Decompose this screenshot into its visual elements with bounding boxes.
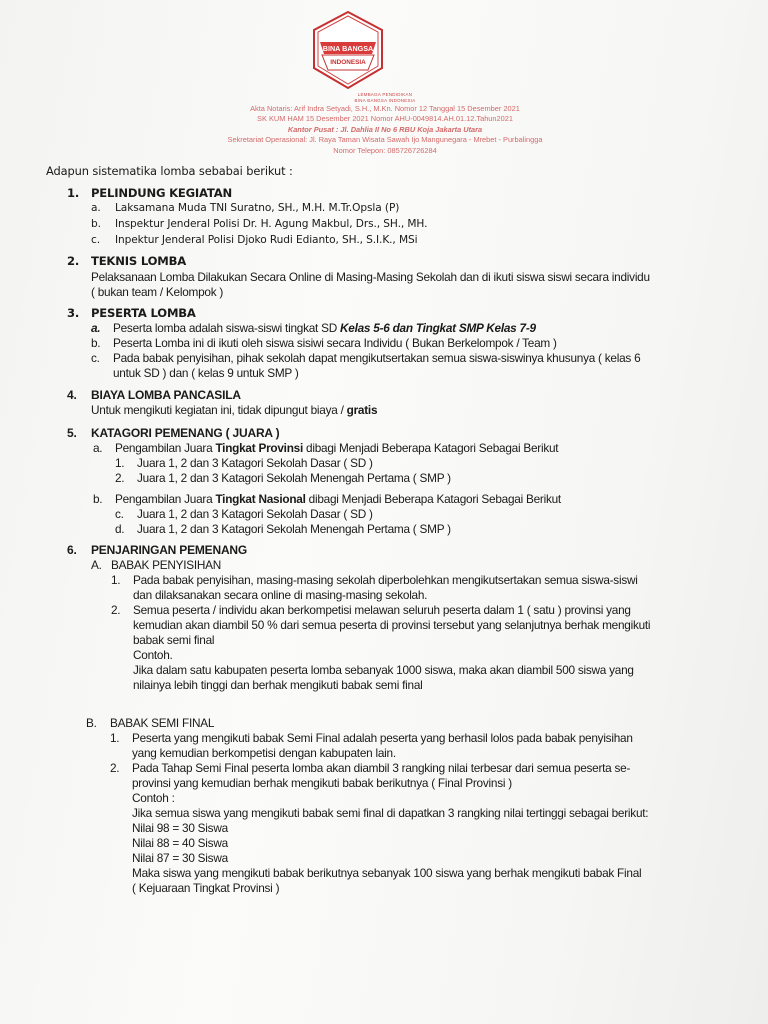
- list-item: 2. Pada Tahap Semi Final peserta lomba akan diambil 3 rangking nilai terbesar dari semua peserta se- provinsi yang kemudian berhak mengikuti babak berikutnya ( Final Provinsi ) Contoh : Jika semua siswa yang mengikuti babak semi final di dapatkan 3 rangking nilai tertinggi sebagai berikut: Nilai 98 = 30 Siswa Nilai 88 = 40 Siswa Nilai 87 = 30 Siswa Maka siswa yang mengikuti babak berikutnya sebanyak 100 siswa yang berhak mengikuti babak Final ( Kejuaraan Tingkat Provinsi ): [110, 761, 649, 895]
- section-3-number: 3.: [67, 306, 80, 320]
- letterhead-line-4: Sekretariat Operasional: Jl. Raya Taman Wisata Sawah Ijo Mangunegara - Mrebet - Purbalingga: [227, 135, 543, 145]
- letterhead-line-1: Akta Notaris: Arif Indra Setyadi, S.H., M.Kn. Nomor 12 Tanggal 15 Desember 2021: [250, 104, 520, 113]
- section-4: [67, 388, 757, 418]
- section-4-text: Untuk mengikuti kegiatan ini, tidak dipungut biaya / gratis: [91, 403, 378, 417]
- section-6-number: 6.: [67, 543, 77, 557]
- section-2-line-2: ( bukan team / Kelompok ): [91, 285, 224, 299]
- list-item: b. Peserta Lomba ini di ikuti oleh siswa sisiwi secara Individu ( Bukan Berkelompok / Team ): [91, 336, 557, 350]
- list-item: b. Inspektur Jenderal Polisi Dr. H. Agung Makbul, Drs., SH., MH.: [91, 218, 428, 230]
- logo-emblem: [308, 10, 388, 90]
- section-5: [67, 426, 757, 537]
- letterhead-line-5: Nomor Telepon: 085726726284: [333, 145, 437, 155]
- letterhead-line-2: SK KUM HAM 15 Desember 2021 Nomor AHU-0049814.AH.01.12.Tahun2021: [257, 114, 513, 124]
- letterhead: [150, 92, 620, 156]
- subsection-b-heading: B. BABAK SEMI FINAL: [86, 716, 215, 730]
- section-6: [67, 543, 757, 693]
- list-item: c. Pada babak penyisihan, pihak sekolah dapat mengikutsertakan semua siswa-siswinya khusunya ( kelas 6 untuk SD ) dan ( kelas 9 untuk SMP ): [91, 351, 641, 380]
- section-3-title: PESERTA LOMBA: [91, 306, 196, 320]
- section-4-number: 4.: [67, 388, 77, 402]
- letterhead-small-2: BINA BANGSA INDONESIA: [354, 98, 416, 103]
- list-item: d. Juara 1, 2 dan 3 Katagori Sekolah Menengah Pertama ( SMP ): [115, 522, 451, 536]
- letterhead-line-3: Kantor Pusat : Jl. Dahlia II No 6 RBU Koja Jakarta Utara: [287, 124, 483, 134]
- list-item: c. Inpektur Jenderal Polisi Djoko Rudi Edianto, SH., S.I.K., MSi: [91, 234, 418, 246]
- section-6-title: PENJARINGAN PEMENANG: [91, 543, 248, 557]
- list-item: 1. Peserta yang mengikuti babak Semi Final adalah peserta yang berhasil lolos pada babak penyisihan yang kemudian berkompetisi dengan kabupaten lain.: [110, 731, 633, 760]
- section-5-number: 5.: [67, 426, 77, 440]
- logo-text-1: BINA BANGSA: [322, 44, 374, 53]
- section-1: [67, 186, 757, 250]
- letterhead-small-1: LEMBAGA PENDIDIKAN: [357, 92, 413, 97]
- section-2-title: TEKNIS LOMBA: [91, 254, 186, 268]
- bina-bangsa-logo: [308, 10, 388, 90]
- list-item: 1. Pada babak penyisihan, masing-masing sekolah diperbolehkan mengikutsertakan semua siswa-siswi dan dilaksanakan secara online di masing-masing sekolah.: [111, 573, 638, 602]
- section-1-title: PELINDUNG KEGIATAN: [91, 186, 233, 200]
- list-item: c. Juara 1, 2 dan 3 Katagori Sekolah Dasar ( SD ): [115, 507, 373, 521]
- list-item: a. Laksamana Muda TNI Suratno, SH., M.H. M.Tr.Opsla (P): [91, 202, 400, 214]
- list-item: a. Pengambilan Juara Tingkat Provinsi dibagi Menjadi Beberapa Katagori Sebagai Berikut: [93, 441, 559, 455]
- list-item: 1. Juara 1, 2 dan 3 Katagori Sekolah Dasar ( SD ): [115, 456, 373, 470]
- list-item: 2. Semua peserta / individu akan berkompetisi melawan seluruh peserta dalam 1 ( satu ) provinsi yang kemudian akan diambil 50 % dari semua peserta di provinsi tersebut yang selanjutnya berhak mengikuti babak semi final Contoh. Jika dalam satu kabupaten peserta lomba sebanyak 1000 siswa, maka akan diambil 500 siswa yang nilainya lebih tinggi dan berhak mengikuti babak semi final: [111, 603, 651, 692]
- intro-text: Adapun sistematika lomba sebabai berikut :: [46, 164, 293, 178]
- list-item: 2. Juara 1, 2 dan 3 Katagori Sekolah Menengah Pertama ( SMP ): [115, 471, 451, 485]
- section-5-title: KATAGORI PEMENANG ( JUARA ): [91, 426, 280, 440]
- subsection-a-heading: A. BABAK PENYISIHAN: [91, 558, 222, 572]
- section-2-line-1: Pelaksanaan Lomba Dilakukan Secara Online di Masing-Masing Sekolah dan di ikuti siswa siswi secara individu: [91, 270, 650, 284]
- list-item: a. Peserta lomba adalah siswa-siswi tingkat SD Kelas 5-6 dan Tingkat SMP Kelas 7-9: [91, 321, 536, 335]
- subsection-b: [86, 716, 756, 896]
- section-4-title: BIAYA LOMBA PANCASILA: [91, 388, 241, 402]
- section-3: [67, 306, 757, 381]
- section-2: [67, 254, 757, 300]
- section-2-number: 2.: [67, 254, 80, 268]
- logo-text-2: INDONESIA: [330, 59, 366, 66]
- list-item: b. Pengambilan Juara Tingkat Nasional dibagi Menjadi Beberapa Katagori Sebagai Berikut: [93, 492, 561, 506]
- section-1-number: 1.: [67, 186, 80, 200]
